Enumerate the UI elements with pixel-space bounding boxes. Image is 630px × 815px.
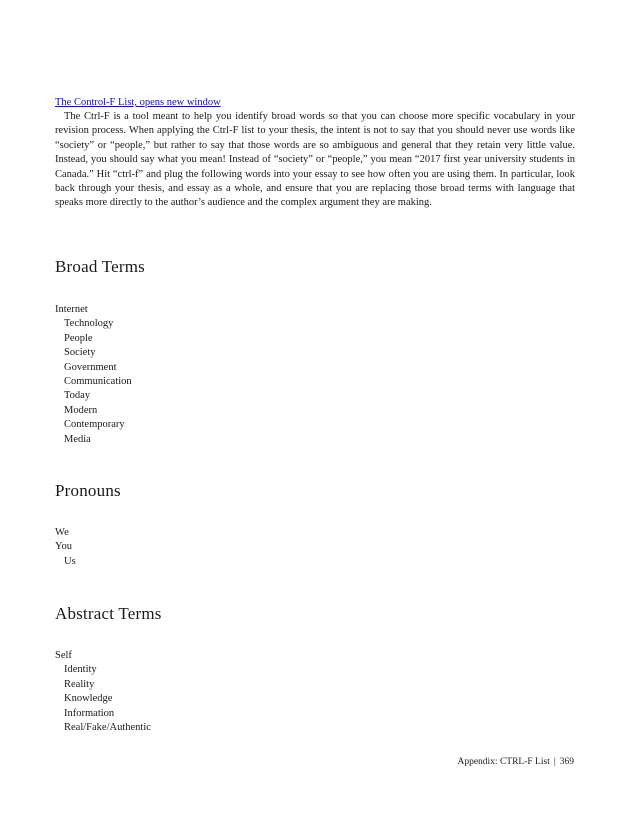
footer-separator: | (553, 757, 556, 767)
term-item: Information (64, 707, 115, 719)
page-footer (457, 756, 574, 768)
pronouns-section (55, 481, 121, 569)
term-item: Society (64, 347, 96, 359)
term-item: Internet (55, 304, 88, 315)
term-item: Today (64, 390, 91, 402)
page-number: 369 (559, 757, 574, 767)
abstract-terms-heading: Abstract Terms (55, 604, 162, 623)
term-item: Self (55, 650, 72, 661)
page-content (55, 92, 575, 734)
term-item: Us (64, 555, 76, 567)
term-item: We (55, 527, 69, 538)
term-item: Reality (64, 678, 95, 690)
term-item: Real/Fake/Authentic (64, 722, 151, 734)
term-item: You (55, 541, 73, 553)
term-item: Media (64, 433, 91, 445)
abstract-terms-section (55, 604, 162, 735)
term-item: Identity (64, 664, 97, 676)
control-f-list-link[interactable]: The Control-F List, opens new window (55, 97, 221, 108)
broad-terms-section (55, 257, 145, 447)
term-item: Technology (64, 318, 114, 330)
intro-paragraph: The Ctrl-F is a tool meant to help you identify broad words so that you can choose more specific vocabulary in your revision process. When applying the Ctrl-F list to your thesis, the intent is not to say that you should never use words like “society” or “people,” but rather to say that those words are so ambiguous and general that they retain very little value. Instead, you should say what you mean! Instead of “society” or “people,” you mean “2017 first year university students in Canada.” Hit “ctrl-f” and plug the following words into your essay to see how often you are using them. In particular, look back through your thesis, and essay as a whole, and ensure that you are replacing those broad terms with language that speaks more directly to the author’s audience and the complex argument they are making. (55, 111, 575, 209)
pronouns-heading: Pronouns (55, 481, 121, 500)
broad-terms-heading: Broad Terms (55, 257, 145, 276)
term-item: Communication (64, 376, 132, 388)
term-item: Government (64, 361, 117, 373)
term-item: Modern (64, 404, 98, 416)
term-item: Contemporary (64, 419, 125, 431)
term-item: People (64, 332, 93, 344)
term-item: Knowledge (64, 693, 113, 705)
footer-label: Appendix: CTRL-F List (457, 757, 550, 767)
